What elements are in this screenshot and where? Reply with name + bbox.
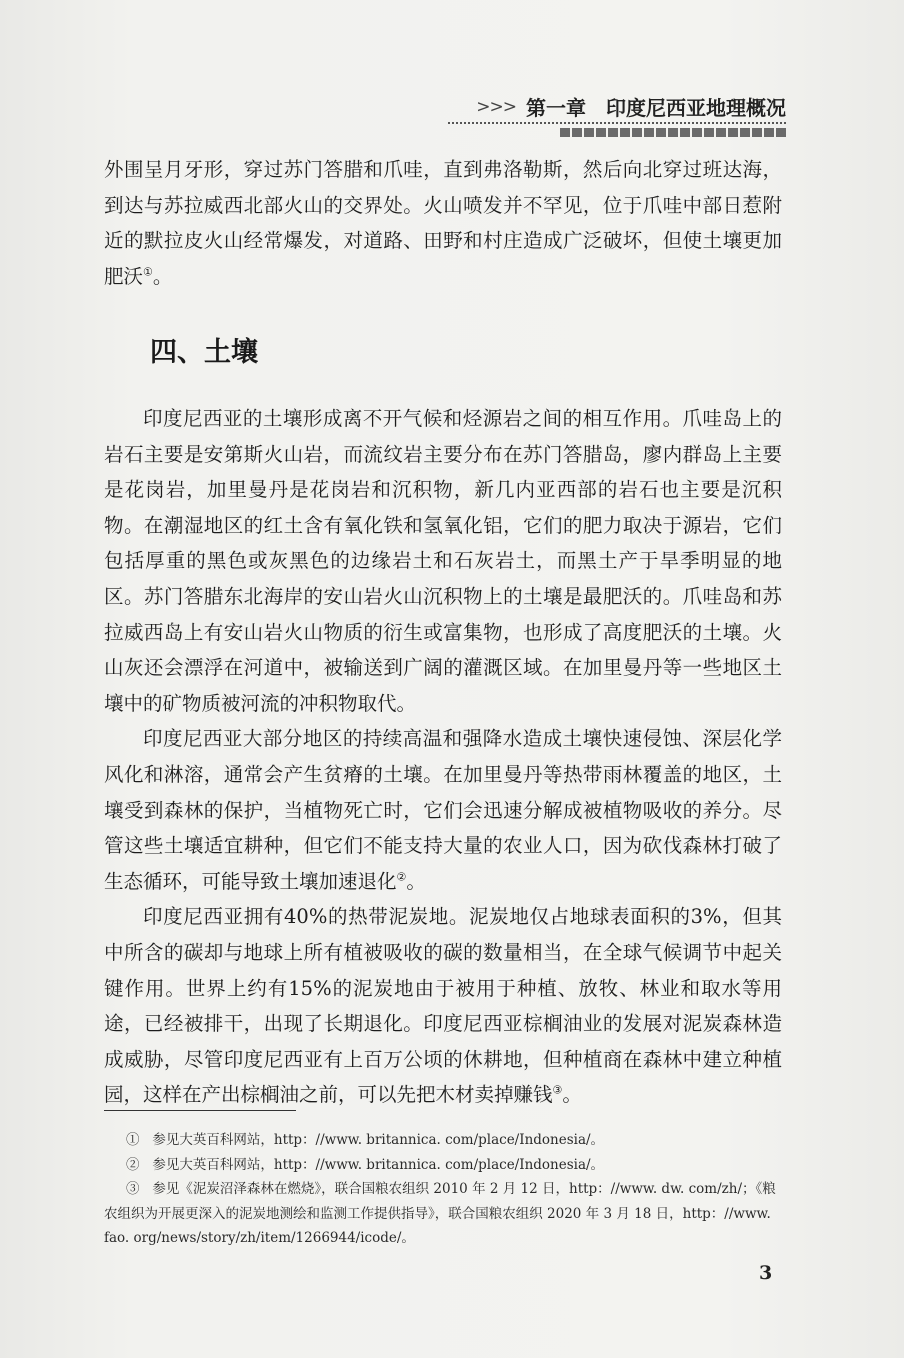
footnote-ref[interactable]: ②: [396, 870, 407, 884]
page-number: 3: [759, 1262, 773, 1284]
header-dotted-rule: [448, 122, 786, 124]
header-decorative-bar: [560, 128, 786, 137]
paragraph: 印度尼西亚拥有40%的热带泥炭地。泥炭地仅占地球表面积的3%，但其中所含的碳却与地球上所有植被吸收的碳的数量相当，在全球气候调节中起关键作用。世界上约有15%的泥炭地由于被用于种植、放牧、林业和取水等用途，已经被排干，出现了长期退化。印度尼西亚棕榈油业的发展对泥炭森林造成威胁，尽管印度尼西亚有上百万公顷的休耕地，但种植商在森林中建立种植园，这样在产出棕榈油之前，可以先把木材卖掉赚钱③。: [104, 905, 782, 1107]
footnote: ② 参见大英百科网站，http：//www. britannica. com/place/Indonesia/。: [126, 1156, 605, 1173]
chevrons-icon: >>>: [476, 96, 516, 117]
intro-paragraph: 外围呈月牙形，穿过苏门答腊和爪哇，直到弗洛勒斯，然后向北穿过班达海，到达与苏拉威西北部火山的交界处。火山喷发并不罕见，位于爪哇中部日惹附近的默拉皮火山经常爆发，对道路、田野和村庄造成广泛破坏，但使土壤更加肥沃①。: [104, 158, 782, 288]
section-heading: 四、土壤: [150, 337, 258, 368]
intro-text-block: [104, 152, 782, 294]
footnote-separator: [104, 1110, 296, 1111]
chapter-label: 第一章: [526, 96, 586, 120]
footnotes: [104, 1128, 788, 1251]
footnote-ref[interactable]: ③: [552, 1083, 563, 1097]
section-body: [104, 401, 782, 1113]
footnote: ③ 参见《泥炭沼泽森林在燃烧》，联合国粮农组织 2010 年 2 月 12 日，http：//www. dw. com/zh/；《粮农组织为开展更深入的泥炭地测绘和监测工作提供指导》，联合国粮农组织 2020 年 3 月 18 日，http：//www. fao. org/news/story/zh/item/1266944/icode/。: [104, 1181, 776, 1246]
chapter-title: 印度尼西亚地理概况: [606, 96, 786, 120]
running-header: [476, 92, 786, 121]
footnote-ref[interactable]: ①: [143, 265, 153, 279]
paragraph: 印度尼西亚大部分地区的持续高温和强降水造成土壤快速侵蚀、深层化学风化和淋溶，通常会产生贫瘠的土壤。在加里曼丹等热带雨林覆盖的地区，土壤受到森林的保护，当植物死亡时，它们会迅速分解成被植物吸收的养分。尽管这些土壤适宜耕种，但它们不能支持大量的农业人口，因为砍伐森林打破了生态循环，可能导致土壤加速退化②。: [104, 727, 782, 893]
footnote: ① 参见大英百科网站，http：//www. britannica. com/place/Indonesia/。: [126, 1132, 605, 1148]
paragraph: 印度尼西亚的土壤形成离不开气候和烃源岩之间的相互作用。爪哇岛上的岩石主要是安第斯火山岩，而流纹岩主要分布在苏门答腊岛，廖内群岛上主要是花岗岩，加里曼丹是花岗岩和沉积物，新几内亚西部的岩石也主要是沉积物。在潮湿地区的红土含有氧化铁和氢氧化铝，它们的肥力取决于源岩，它们包括厚重的黑色或灰黑色的边缘岩土和石灰岩土，而黑土产于旱季明显的地区。苏门答腊东北海岸的安山岩火山沉积物上的土壤是最肥沃的。爪哇岛和苏拉威西岛上有安山岩火山物质的衍生或富集物，也形成了高度肥沃的土壤。火山灰还会漂浮在河道中，被输送到广阔的灌溉区域。在加里曼丹等一些地区土壤中的矿物质被河流的冲积物取代。: [104, 407, 782, 715]
